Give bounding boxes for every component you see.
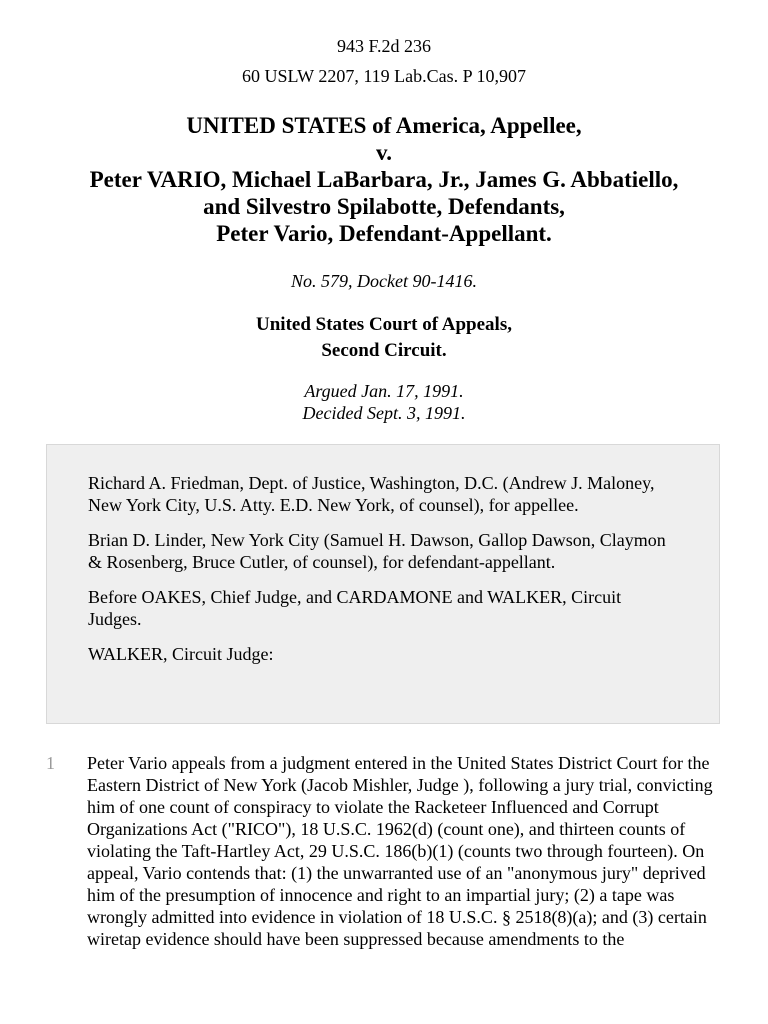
appellant-counsel: Brian D. Linder, New York City (Samuel H. Dawson, Gallop Dawson, Claymon & Rosenberg, Bruce Cutler, of counsel), for defendant-appellant.: [88, 530, 666, 572]
paragraph-text: Peter Vario appeals from a judgment entered in the United States District Court for the Eastern District of New York (Jacob Mishler, Judge ), following a jury trial, convicting him of one count of conspiracy to violate the Racketeer Influenced and Corrupt Organizations Act ("RICO"), 18 U.S.C. 1962(d) (count one), and thirteen counts of violating the Taft-Hartley Act, 29 U.S.C. 186(b)(1) (counts two through fourteen). On appeal, Vario contends that: (1) the unwarranted use of an "anonymous jury" deprived him of the presumption of innocence and right to an impartial jury; (2) a tape was wrongly admitted into evidence in violation of 18 U.S.C. § 2518(8)(a); and (3) certain wiretap evidence should have been suppressed because amendments to the: [87, 753, 713, 949]
decided-date: Decided Sept. 3, 1991.: [302, 403, 466, 423]
court-line: United States Court of Appeals,: [256, 314, 512, 335]
caption-line: Peter Vario, Defendant-Appellant.: [216, 221, 552, 246]
caption-line: v.: [376, 140, 392, 165]
court-name: [0, 312, 768, 364]
judicial-panel: Before OAKES, Chief Judge, and CARDAMONE and WALKER, Circuit Judges.: [88, 587, 622, 629]
caption-line: and Silvestro Spilabotte, Defendants,: [203, 194, 565, 219]
argued-date: Argued Jan. 17, 1991.: [304, 381, 464, 401]
paragraph-number: 1: [46, 753, 55, 773]
opinion-paragraph: [0, 752, 768, 992]
caption-line: Peter VARIO, Michael LaBarbara, Jr., James G. Abbatiello,: [89, 167, 679, 192]
caption-line: UNITED STATES of America, Appellee,: [186, 113, 582, 138]
reporter-citation: 943 F.2d 236: [336, 36, 432, 56]
appellee-counsel: Richard A. Friedman, Dept. of Justice, Washington, D.C. (Andrew J. Maloney, New York City, U.S. Atty. E.D. New York, of counsel), for appellee.: [88, 473, 655, 515]
docket-number: No. 579, Docket 90-1416.: [291, 271, 477, 291]
parallel-citations: 60 USLW 2207, 119 Lab.Cas. P 10,907: [242, 66, 526, 86]
case-dates: [0, 380, 768, 424]
opinion-author: WALKER, Circuit Judge:: [88, 644, 274, 664]
case-caption: [0, 112, 768, 247]
counsel-box: [46, 444, 720, 724]
court-line: Second Circuit.: [321, 340, 447, 361]
